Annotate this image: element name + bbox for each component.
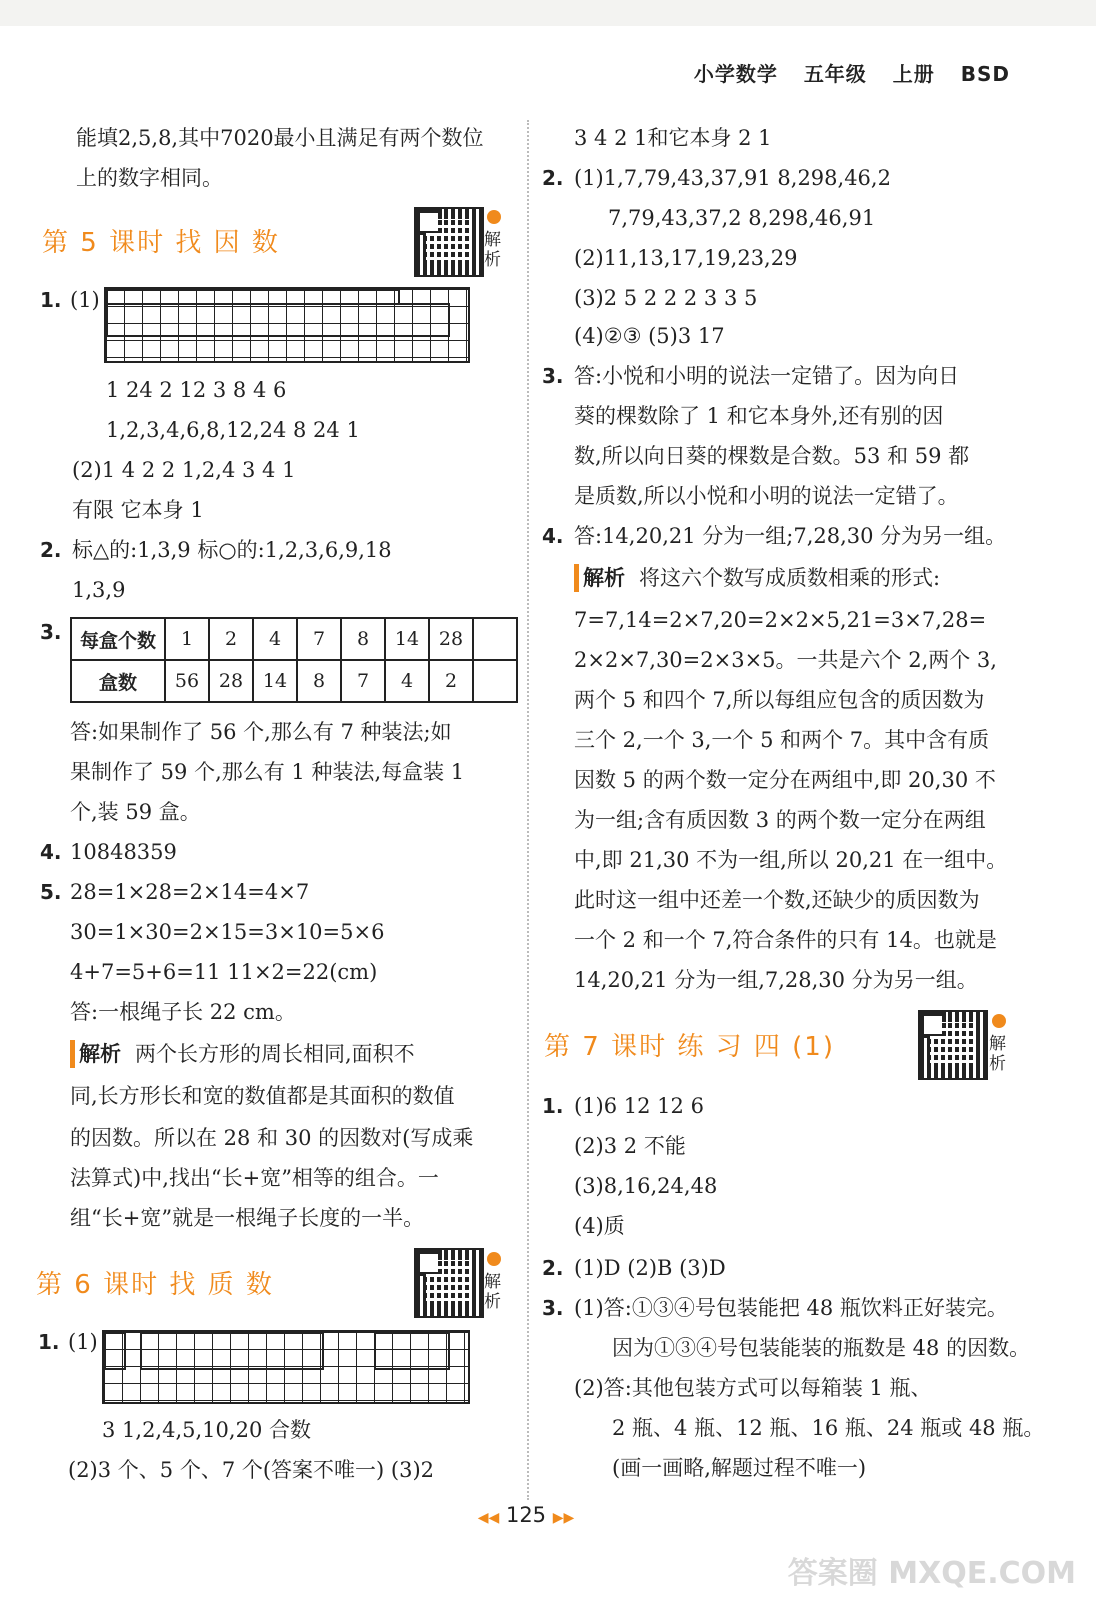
analysis5-line4: 法算式)中,找出“长+宽”相等的组合。一 <box>70 1166 439 1190</box>
r-q2-line4: (3)2 5 2 2 2 3 3 5 <box>574 286 758 310</box>
r7-q2-text: (1)D (2)B (3)D <box>574 1256 726 1280</box>
play-icon <box>992 1014 1006 1028</box>
table-head: 盒数 <box>71 660 165 702</box>
table-cell: 4 <box>253 618 297 660</box>
table-cell: 2 <box>209 618 253 660</box>
analysis4-line7: 中,即 21,30 不为一组,所以 20,21 在一组中。 <box>574 848 1008 872</box>
q6-1-part1: (1) <box>68 1330 98 1354</box>
r7-q3-line3: (2)答:其他包装方式可以每箱装 1 瓶、 <box>574 1376 932 1400</box>
r7-q3-line4: 2 瓶、4 瓶、12 瓶、16 瓶、24 瓶或 48 瓶。 <box>612 1416 1045 1440</box>
q4-number: 4. <box>40 840 62 864</box>
r-q3-line4: 是质数,所以小悦和小明的说法一定错了。 <box>574 484 959 508</box>
r-q2-line3: (2)11,13,17,19,23,29 <box>574 246 798 270</box>
page-footer <box>456 1503 596 1527</box>
analysis-tag: 解析 <box>574 564 625 592</box>
r7-q3-number: 3. <box>542 1296 564 1320</box>
table-cell: 2 <box>429 660 473 702</box>
r-q4-text: 答:14,20,21 分为一组;7,28,30 分为另一组。 <box>574 524 1007 548</box>
table-cell: 1 <box>165 618 209 660</box>
q6-1-number: 1. <box>38 1330 60 1354</box>
table-cell: 7 <box>341 660 385 702</box>
q6-1-line1: 3 1,2,4,5,10,20 合数 <box>102 1418 311 1442</box>
analysis5-line5: 组“长+宽”就是一根绳子长度的一半。 <box>70 1206 425 1230</box>
grid-diagram-1 <box>104 287 470 363</box>
qr-label: 解析 <box>484 230 501 270</box>
analysis4-line8: 此时这一组中还差一个数,还缺少的质因数为 <box>574 888 980 912</box>
table-cell <box>473 660 517 702</box>
qr-code-lesson-7[interactable] <box>918 1010 988 1080</box>
q1-part1: (1) <box>70 288 100 312</box>
r7-q2-number: 2. <box>542 1256 564 1280</box>
q2-line1: 标△的:1,3,9 标○的:1,2,3,6,9,18 <box>72 538 392 562</box>
q4-text: 10848359 <box>70 840 177 864</box>
r7-q1-number: 1. <box>542 1094 564 1118</box>
prev-page-icon[interactable]: ◀◀ <box>477 1510 500 1526</box>
play-icon <box>487 210 501 224</box>
q3-answer-2: 果制作了 59 个,那么有 1 种装法,每盒装 1 <box>70 760 465 784</box>
q5-line2: 30=1×30=2×15=3×10=5×6 <box>70 920 385 944</box>
r7-q3-line5: (画一画略,解题过程不唯一) <box>612 1456 867 1480</box>
r-q4-number: 4. <box>542 524 564 548</box>
q3-answer-3: 个,装 59 盒。 <box>70 800 201 824</box>
qr-label: 解析 <box>484 1272 501 1312</box>
rect-2x12 <box>106 303 450 337</box>
grid-diagram-2 <box>102 1330 470 1404</box>
r-q3-line2: 葵的棵数除了 1 和它本身外,还有别的因 <box>574 404 944 428</box>
watermark: 答案圈 MXQE.COM <box>787 1556 1076 1591</box>
column-divider <box>527 120 529 1500</box>
q2-number: 2. <box>40 538 62 562</box>
table-cell: 14 <box>253 660 297 702</box>
header-volume: 上册 <box>892 62 935 86</box>
table-cell: 4 <box>385 660 429 702</box>
intro-line-1: 能填2,5,8,其中7020最小且满足有两个数位 <box>76 126 484 150</box>
analysis4-line1: 7=7,14=2×7,20=2×2×5,21=3×7,28= <box>574 608 987 632</box>
page-header <box>676 58 1010 87</box>
table-cell: 56 <box>165 660 209 702</box>
lesson-7-title: 第 7 课时 练 习 四 (1) <box>544 1032 835 1062</box>
r7-q3-line1: (1)答:①③④号包装能把 48 瓶饮料正好装完。 <box>574 1296 1008 1320</box>
qr-code-lesson-5[interactable] <box>414 207 484 277</box>
analysis4-line2: 2×2×7,30=2×3×5。一共是六个 2,两个 3, <box>574 648 997 672</box>
play-icon <box>487 1252 501 1266</box>
analysis4-line9: 一个 2 和一个 7,符合条件的只有 14。也就是 <box>574 928 997 952</box>
q3-answer-1: 答:如果制作了 56 个,那么有 7 种装法;如 <box>70 720 452 744</box>
lesson-5-title: 第 5 课时 找 因 数 <box>42 228 280 258</box>
table-row <box>71 618 517 660</box>
analysis5-line1 <box>70 1040 415 1068</box>
table-cell: 14 <box>385 618 429 660</box>
q2-line2: 1,3,9 <box>72 578 126 602</box>
r-q3-line3: 数,所以向日葵的棵数是合数。53 和 59 都 <box>574 444 970 468</box>
page-number: 125 <box>505 1503 547 1527</box>
r7-q3-line2: 因为①③④号包装能装的瓶数是 48 的因数。 <box>612 1336 1031 1360</box>
analysis4-line6: 为一组;含有质因数 3 的两个数一定分在两组 <box>574 808 986 832</box>
table-cell: 28 <box>429 618 473 660</box>
intro-line-2: 上的数字相同。 <box>76 166 223 190</box>
r7-q1-line4: (4)质 <box>574 1214 625 1238</box>
rect-a <box>104 1332 126 1370</box>
q1-number: 1. <box>40 288 62 312</box>
r-q3-number: 3. <box>542 364 564 388</box>
right-top-line: 3 4 2 1和它本身 2 1 <box>574 126 772 150</box>
table-cell: 7 <box>297 618 341 660</box>
q5-line3: 4+7=5+6=11 11×2=22(cm) <box>70 960 378 984</box>
analysis4-line0 <box>574 564 940 592</box>
analysis-text: 将这六个数写成质数相乘的形式: <box>639 566 941 590</box>
header-edition: BSD <box>960 62 1010 86</box>
q1-line1: 1 24 2 12 3 8 4 6 <box>106 378 287 402</box>
header-subject: 小学数学 <box>693 62 778 86</box>
table-cell <box>473 618 517 660</box>
table-cell: 28 <box>209 660 253 702</box>
table-row <box>71 660 517 702</box>
q1-line4: 有限 它本身 1 <box>72 498 204 522</box>
q5-line4: 答:一根绳子长 22 cm。 <box>70 1000 296 1024</box>
q3-number: 3. <box>40 620 62 644</box>
analysis5-line2: 同,长方形长和宽的数值都是其面积的数值 <box>70 1084 455 1108</box>
q1-line2: 1,2,3,4,6,8,12,24 8 24 1 <box>106 418 360 442</box>
analysis5-line3: 的因数。所以在 28 和 30 的因数对(写成乘 <box>70 1126 474 1150</box>
q1-line3: (2)1 4 2 2 1,2,4 3 4 1 <box>72 458 296 482</box>
table-cell: 8 <box>297 660 341 702</box>
r7-q1-line3: (3)8,16,24,48 <box>574 1174 718 1198</box>
rect-c <box>374 1332 450 1370</box>
qr-label: 解析 <box>989 1034 1006 1074</box>
r-q2-line1: (1)1,7,79,43,37,91 8,298,46,2 <box>574 166 891 190</box>
next-page-icon[interactable]: ▶▶ <box>552 1510 575 1526</box>
analysis4-line5: 因数 5 的两个数一定分在两组中,即 20,30 不 <box>574 768 996 792</box>
q6-1-line2: (2)3 个、5 个、7 个(答案不唯一) (3)2 <box>68 1458 435 1482</box>
top-band <box>0 0 1096 26</box>
qr-code-lesson-6[interactable] <box>414 1248 484 1318</box>
rect-b <box>140 1332 324 1370</box>
analysis4-line4: 三个 2,一个 3,一个 5 和两个 7。其中含有质 <box>574 728 990 752</box>
r-q2-line5: (4)②③ (5)3 17 <box>574 324 725 348</box>
analysis-tag: 解析 <box>70 1040 121 1068</box>
boxes-table <box>70 617 518 703</box>
r7-q1-line1: (1)6 12 12 6 <box>574 1094 704 1118</box>
analysis4-line10: 14,20,21 分为一组,7,28,30 分为另一组。 <box>574 968 978 992</box>
lesson-6-title: 第 6 课时 找 质 数 <box>36 1270 274 1300</box>
q5-line1: 28=1×28=2×14=4×7 <box>70 880 310 904</box>
analysis4-line3: 两个 5 和四个 7,所以每组应包含的质因数为 <box>574 688 985 712</box>
r-q2-line2: 7,79,43,37,2 8,298,46,91 <box>608 206 876 230</box>
r-q2-number: 2. <box>542 166 564 190</box>
table-cell: 8 <box>341 618 385 660</box>
r7-q1-line2: (2)3 2 不能 <box>574 1134 686 1158</box>
r-q3-line1: 答:小悦和小明的说法一定错了。因为向日 <box>574 364 960 388</box>
q5-number: 5. <box>40 880 62 904</box>
analysis-text: 两个长方形的周长相同,面积不 <box>135 1042 415 1066</box>
table-head: 每盒个数 <box>71 618 165 660</box>
header-grade: 五年级 <box>803 62 867 86</box>
